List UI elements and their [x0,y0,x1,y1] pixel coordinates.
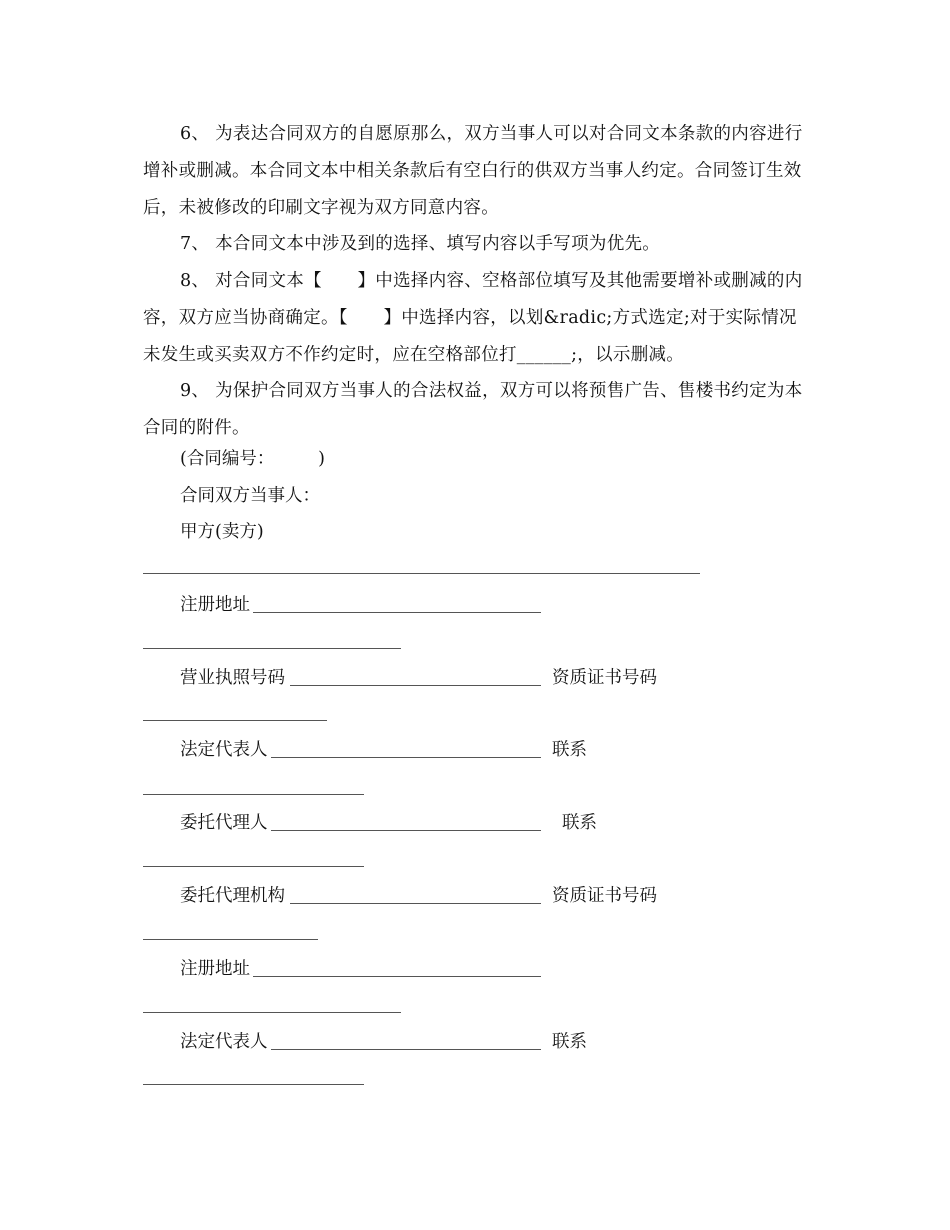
reg-address-blank-2 [253,976,541,977]
party-a-label: 甲方(卖方) [180,522,264,542]
reg-address-label-2: 注册地址 [180,959,250,979]
parties-label: 合同双方当事人： [180,486,320,506]
license-number-blank [290,685,541,686]
qualification-blank-2 [143,939,318,940]
reg-address-blank-1 [253,612,541,613]
license-number-label: 营业执照号码 [180,668,285,688]
party-a-blank-line [143,573,700,574]
qualification-label-2: 资质证书号码 [552,886,657,906]
reg-address-continuation-2 [143,1012,401,1013]
contract-number-label: (合同编号： ) [180,449,325,469]
clause-7: 7、 本合同文本中涉及到的选择、填写内容以手写项为优先。 [180,234,661,254]
clause-8: 8、 对合同文本【 】中选择内容、空格部位填写及其他需要增补或删减的内容，双方应当协商确定。【 】中选择内容，以划&radic;方式选定;对于实际情况未发生或买卖双方不作约定时，应在空格部位打______;，以示删减。 [143,271,803,365]
legal-rep-label-2: 法定代表人 [180,1032,268,1052]
contact-blank-3 [143,1084,364,1085]
contact-blank-1 [143,794,364,795]
reg-address-label-1: 注册地址 [180,595,250,615]
agent-blank [271,830,541,831]
agent-org-label: 委托代理机构 [180,886,285,906]
qualification-label-1: 资质证书号码 [552,668,657,688]
contact-label-3: 联系 [552,1032,587,1052]
clause-6: 6、 为表达合同双方的自愿原那么，双方当事人可以对合同文本条款的内容进行增补或删减。本合同文本中相关条款后有空白行的供双方当事人约定。合同签订生效后，未被修改的印刷文字视为双方同意内容。 [143,124,803,218]
qualification-blank-1 [143,720,327,721]
clause-9: 9、 为保护合同双方当事人的合法权益，双方可以将预售广告、售楼书约定为本合同的附件。 [143,381,803,438]
contact-blank-2 [143,866,364,867]
legal-rep-blank-2 [271,1049,541,1050]
contact-label-1: 联系 [552,740,587,760]
legal-rep-blank-1 [271,757,541,758]
reg-address-continuation-1 [143,648,401,649]
agent-label: 委托代理人 [180,813,268,833]
agent-org-blank [290,903,541,904]
legal-rep-label-1: 法定代表人 [180,740,268,760]
contact-label-2: 联系 [562,813,597,833]
